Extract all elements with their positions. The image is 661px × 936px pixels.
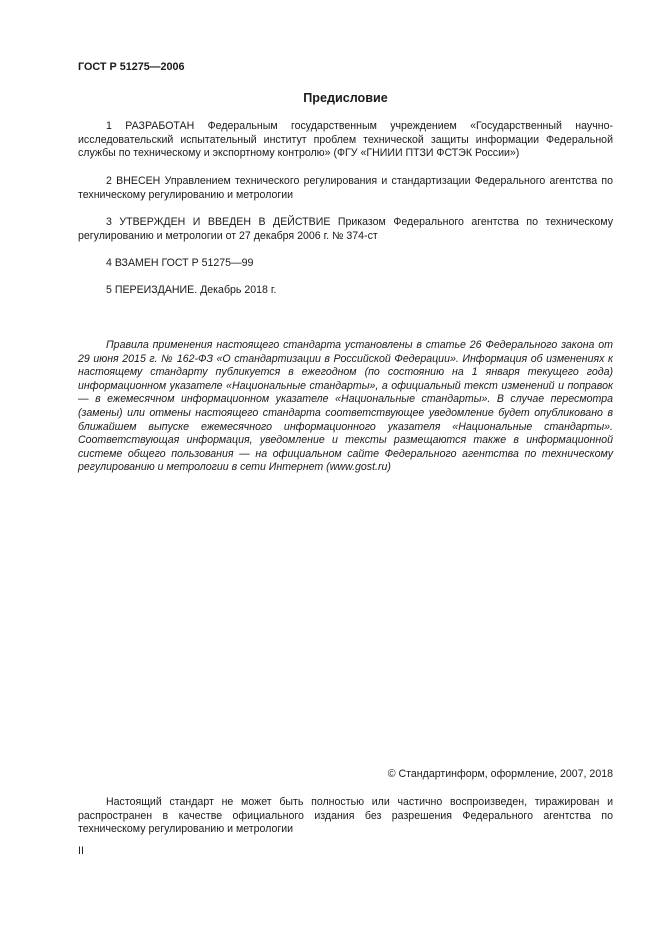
foreword-item-3: 3 УТВЕРЖДЕН И ВВЕДЕН В ДЕЙСТВИЕ Приказом Федерального агентства по техническому регулированию и метрологии от 27 декабря 2006 г. № 374-ст bbox=[78, 216, 613, 242]
foreword-item-4: 4 ВЗАМЕН ГОСТ Р 51275—99 bbox=[106, 257, 254, 269]
document-code-header: ГОСТ Р 51275—2006 bbox=[78, 61, 185, 73]
reproduction-notice: Настоящий стандарт не может быть полностью или частично воспроизведен, тиражирован и распространен в качестве официального издания без разрешения Федерального агентства по техническому регулированию и метрологии bbox=[78, 796, 613, 836]
foreword-item-2: 2 ВНЕСЕН Управлением технического регулирования и стандартизации Федерального агентства по техническому регулированию и метрологии bbox=[78, 175, 613, 201]
page-number: II bbox=[78, 845, 84, 857]
application-rules-notice: Правила применения настоящего стандарта установлены в статье 26 Федерального закона от 29 июня 2015 г. № 162-ФЗ «О стандартизации в Российской Федерации». Информация об изменениях к настоящему стандарту публикуется в ежегодном (по состоянию на 1 января текущего года) информационном указателе «Национальные стандарты», а официальный текст изменений и поправок — в ежемесячном информационном указателе «Национальные стандарты». В случае пересмотра (замены) или отмены настоящего стандарта соответствующее уведомление будет опубликовано в ближайшем выпуске ежемесячного информационного указателя «Национальные стандарты». Соответствующая информация, уведомление и тексты размещаются также в информационной системе общего пользования — на официальном сайте Федерального агентства по техническому регулированию и метрологии в сети Интернет (www.gost.ru) bbox=[78, 339, 613, 474]
foreword-item-1: 1 РАЗРАБОТАН Федеральным государственным учреждением «Государственный научно-исследовательский испытательный институт проблем технической защиты информации Федеральной службы по техническому и экспортному контролю» (ФГУ «ГНИИИ ПТЗИ ФСТЭК России») bbox=[78, 120, 613, 160]
copyright-line: © Стандартинформ, оформление, 2007, 2018 bbox=[387, 768, 613, 780]
page-title: Предисловие bbox=[303, 91, 388, 105]
foreword-item-5: 5 ПЕРЕИЗДАНИЕ. Декабрь 2018 г. bbox=[106, 284, 277, 296]
